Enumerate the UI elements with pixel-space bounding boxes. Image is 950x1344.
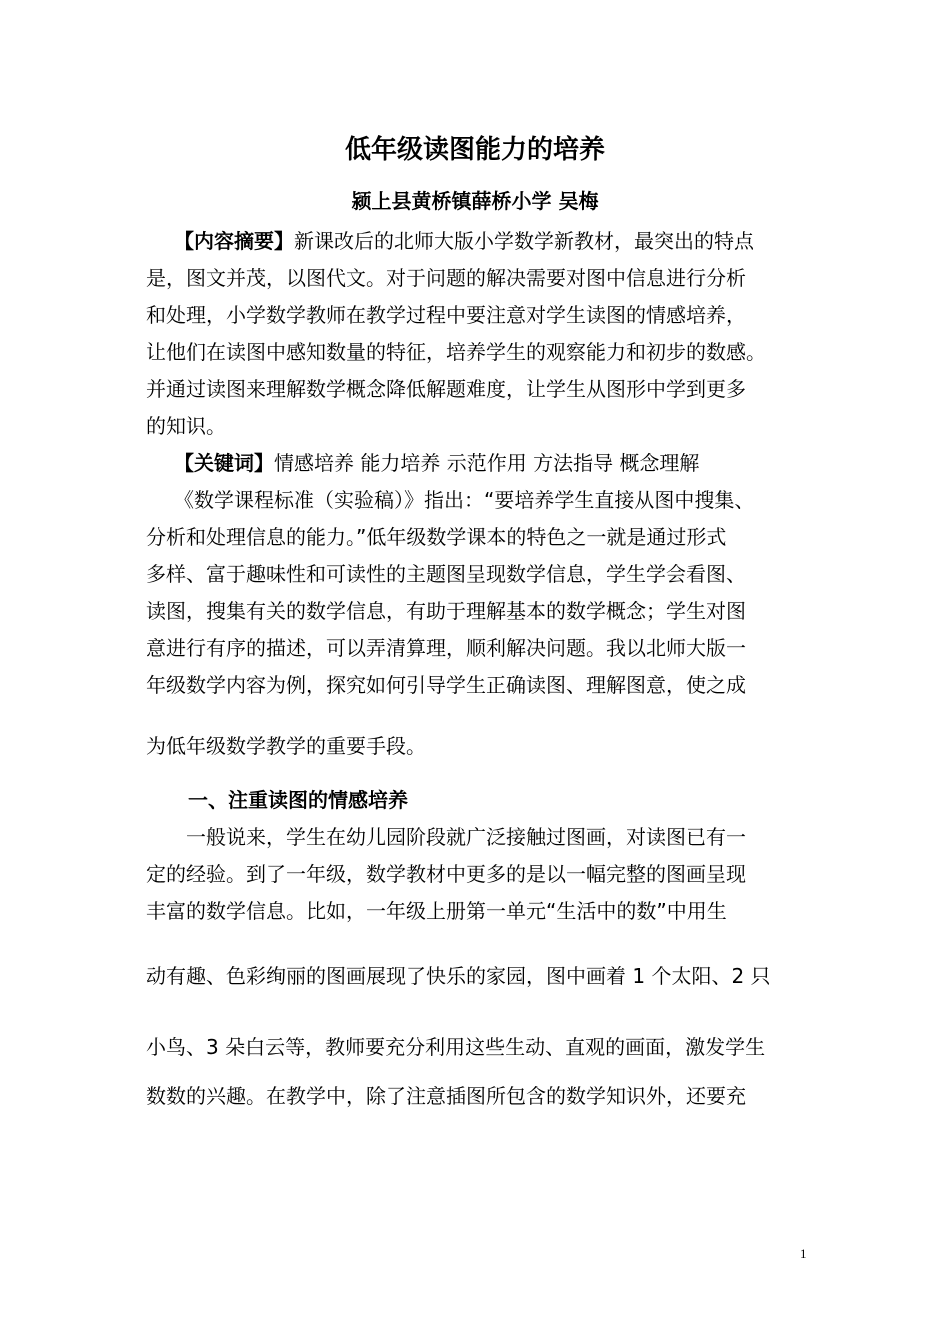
abstract-line: 是，图文并茂，以图代文。对于问题的解决需要对图中信息进行分析 — [146, 266, 746, 290]
abstract-line: 并通过读图来理解数学概念降低解题难度，让学生从图形中学到更多 — [146, 377, 746, 401]
intro-line: 为低年级数学教学的重要手段。 — [146, 734, 426, 758]
section-heading: 一、注重读图的情感培养 — [188, 788, 408, 812]
keywords-line — [174, 450, 814, 476]
abstract-text-0: 新课改后的北师大版小学数学新教材，最突出的特点 — [294, 229, 754, 253]
section1-line: 数数的兴趣。在教学中，除了注意插图所包含的数学知识外，还要充 — [146, 1084, 746, 1108]
author-line: 颍上县黄桥镇薛桥小学 吴梅 — [351, 189, 599, 213]
keywords-text: 情感培养 能力培养 示范作用 方法指导 概念理解 — [274, 451, 700, 475]
section1-line: 动有趣、色彩绚丽的图画展现了快乐的家园，图中画着 1 个太阳、2 只 — [146, 964, 771, 988]
abstract-first-line — [174, 228, 814, 254]
intro-line: 分析和处理信息的能力。”低年级数学课本的特色之一就是通过形式 — [146, 525, 727, 549]
document-title: 低年级读图能力的培养 — [344, 135, 605, 165]
intro-line: 读图，搜集有关的数学信息，有助于理解基本的数学概念；学生对图 — [146, 599, 746, 623]
abstract-line: 的知识。 — [146, 414, 226, 438]
keywords-label: 【关键词】 — [174, 451, 274, 475]
section1-line: 定的经验。到了一年级，数学教材中更多的是以一幅完整的图画呈现 — [146, 862, 746, 886]
page-number: 1 — [800, 1246, 807, 1261]
intro-line: 年级数学内容为例，探究如何引导学生正确读图、理解图意，使之成 — [146, 673, 746, 697]
intro-line: 多样、富于趣味性和可读性的主题图呈现数学信息，学生学会看图、 — [146, 562, 746, 586]
abstract-label: 【内容摘要】 — [174, 229, 294, 253]
intro-line: 意进行有序的描述，可以弄清算理，顺利解决问题。我以北师大版一 — [146, 636, 746, 660]
intro-line: 《数学课程标准（实验稿）》指出：“要培养学生直接从图中搜集、 — [174, 488, 755, 512]
abstract-line: 和处理，小学数学教师在教学过程中要注意对学生读图的情感培养， — [146, 303, 746, 327]
section1-line: 小鸟、3 朵白云等，教师要充分利用这些生动、直观的画面，激发学生 — [146, 1035, 766, 1059]
section1-line: 丰富的数学信息。比如，一年级上册第一单元“生活中的数”中用生 — [146, 899, 727, 923]
section1-line: 一般说来，学生在幼儿园阶段就广泛接触过图画，对读图已有一 — [186, 825, 746, 849]
abstract-line: 让他们在读图中感知数量的特征，培养学生的观察能力和初步的数感。 — [146, 340, 766, 364]
